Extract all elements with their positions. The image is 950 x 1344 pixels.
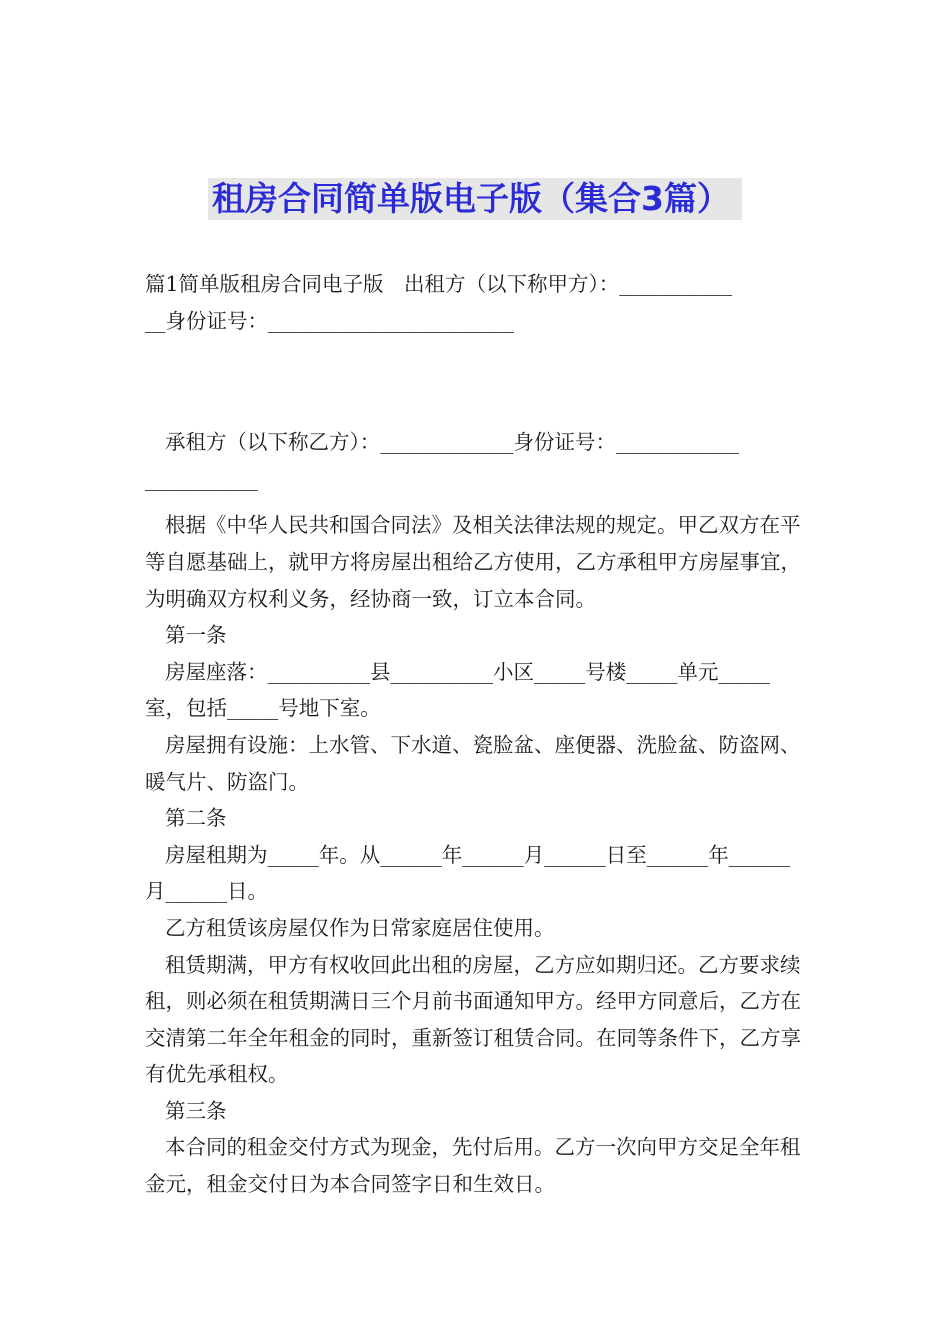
term-paragraph: 房屋租期为_____年。从______年______月______日至______年______月______日。 <box>145 842 791 904</box>
basis-paragraph: 根据《中华人民共和国合同法》及相关法律法规的规定。甲乙双方在平等自愿基础上，就甲方将房屋出租给乙方使用，乙方承租甲方房屋事宜，为明确双方权利义务，经协商一致，订立本合同。 <box>145 513 801 611</box>
document-body <box>145 266 810 1203</box>
title-container <box>0 178 950 220</box>
spacer <box>145 339 810 424</box>
facilities-paragraph: 房屋拥有设施：上水管、下水道、瓷脸盆、座便器、洗脸盆、防盗网、暖气片、防盗门。 <box>145 732 801 794</box>
intro-line: 篇1简单版租房合同电子版 出租方（以下称甲方）：___________ <box>145 272 733 296</box>
intro-line-2: __身份证号：________________________ <box>145 308 514 333</box>
document-title: 租房合同简单版电子版（集合3篇） <box>208 178 742 220</box>
article-3-heading: 第三条 <box>165 1098 227 1123</box>
payment-paragraph: 本合同的租金交付方式为现金，先付后用。乙方一次向甲方交足全年租金元，租金交付日为本合同签字日和生效日。 <box>145 1135 801 1197</box>
usage-paragraph: 乙方租赁该房屋仅作为日常家庭居住使用。 <box>165 915 555 940</box>
location-paragraph: 房屋座落：__________县__________小区_____号楼_____单元_____室，包括_____号地下室。 <box>145 659 770 721</box>
spacer-small <box>145 497 810 507</box>
article-2-heading: 第二条 <box>165 806 227 831</box>
renewal-paragraph: 租赁期满，甲方有权收回此出租的房屋，乙方应如期归还。乙方要求续租，则必须在租赁期满日三个月前书面通知甲方。经甲方同意后，乙方在交清第二年全年租金的同时，重新签订租赁合同。在同等条件下，乙方享有优先承租权。 <box>145 952 801 1087</box>
tenant-line: 承租方（以下称乙方）：_____________身份证号：____________ <box>165 430 739 455</box>
tenant-line-2: ___________ <box>145 466 258 491</box>
article-1-heading: 第一条 <box>165 623 227 648</box>
